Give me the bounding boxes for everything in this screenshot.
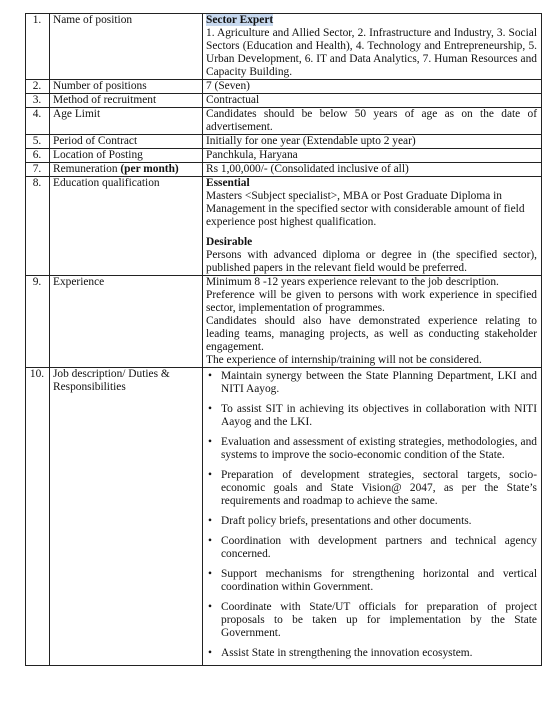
- field-value: Candidates should be below 50 years of age as on the date of advertisement.: [203, 108, 542, 135]
- field-label: Name of position: [50, 14, 203, 80]
- field-value: 7 (Seven): [203, 80, 542, 94]
- row-number: 7.: [26, 163, 50, 177]
- essential-heading: Essential: [206, 177, 250, 189]
- field-label: [50, 163, 203, 177]
- field-label: Education qualification: [50, 177, 203, 276]
- bullet-icon: •: [208, 469, 212, 481]
- table-row: [26, 80, 542, 94]
- list-item: • Maintain synergy between the State Planning Department, LKI and NITI Aayog.: [208, 370, 537, 395]
- experience-line: The experience of internship/training will not be considered.: [206, 354, 482, 366]
- field-label-bold: (per month): [120, 163, 179, 175]
- sector-list: 1. Agriculture and Allied Sector, 2. Infrastructure and Industry, 3. Social Sectors (Education and Health), 4. Technology and Entrepreneurship, 5. Urban Development, 6. IT and Data Analytics, 7. Human Resources and Capacity Building.: [206, 27, 537, 78]
- bullet-icon: •: [208, 515, 212, 527]
- row-number: 1.: [26, 14, 50, 80]
- experience-line: Candidates should also have demonstrated experience relating to leading teams, managing projects, as well as conducting stakeholder engagement.: [206, 315, 537, 353]
- table-row: [26, 368, 542, 666]
- field-value: Contractual: [203, 94, 542, 108]
- row-number: 8.: [26, 177, 50, 276]
- table-row: [26, 135, 542, 149]
- field-label: Number of positions: [50, 80, 203, 94]
- experience-line: Preference will be given to persons with work experience in specified sector, implementation of programmes.: [206, 289, 537, 314]
- list-item: • Support mechanisms for strengthening horizontal and vertical coordination within Government.: [208, 568, 537, 593]
- duties-list: [206, 370, 537, 660]
- bullet-icon: •: [208, 568, 212, 580]
- position-details-table: [25, 13, 542, 666]
- field-label: Job description/ Duties & Responsibilities: [50, 368, 203, 666]
- desirable-heading: Desirable: [206, 236, 253, 248]
- field-label: Age Limit: [50, 108, 203, 135]
- field-label: Location of Posting: [50, 149, 203, 163]
- table-row: [26, 108, 542, 135]
- bullet-icon: •: [208, 370, 212, 382]
- field-label-text: Remuneration: [53, 163, 121, 175]
- row-number: 6.: [26, 149, 50, 163]
- row-number: 2.: [26, 80, 50, 94]
- bullet-icon: •: [208, 535, 212, 547]
- row-number: 9.: [26, 276, 50, 368]
- row-number: 3.: [26, 94, 50, 108]
- bullet-icon: •: [208, 403, 212, 415]
- field-value: Panchkula, Haryana: [203, 149, 542, 163]
- bullet-icon: •: [208, 601, 212, 613]
- bullet-icon: •: [208, 436, 212, 448]
- row-number: 10.: [26, 368, 50, 666]
- table-row: [26, 14, 542, 80]
- field-value: Initially for one year (Extendable upto 2 year): [203, 135, 542, 149]
- experience-line: Minimum 8 -12 years experience relevant to the job description.: [206, 276, 499, 288]
- field-value: [203, 276, 542, 368]
- table-row: [26, 177, 542, 276]
- field-value: [203, 177, 542, 276]
- list-item: • Draft policy briefs, presentations and other documents.: [208, 515, 472, 527]
- bullet-icon: •: [208, 647, 212, 659]
- field-label: Experience: [50, 276, 203, 368]
- field-label: Method of recruitment: [50, 94, 203, 108]
- list-item: • Coordination with development partners and technical agency concerned.: [208, 535, 537, 560]
- field-value: Rs 1,00,000/- (Consolidated inclusive of all): [203, 163, 542, 177]
- essential-text: Masters <Subject specialist>, MBA or Post Graduate Diploma in Management in the specified sector with considerable amount of field experience post highest qualification.: [206, 190, 525, 228]
- desirable-text: Persons with advanced diploma or degree in (the specified sector), published papers in the relevant field would be preferred.: [206, 249, 537, 274]
- field-value: [203, 368, 542, 666]
- table-row: [26, 163, 542, 177]
- table-row: [26, 149, 542, 163]
- list-item: • Coordinate with State/UT officials for preparation of project proposals to be taken up for implementation by the State Government.: [208, 601, 537, 639]
- list-item: • Evaluation and assessment of existing strategies, methodologies, and systems to improve the socio-economic condition of the State.: [208, 436, 537, 461]
- list-item: • Preparation of development strategies, sectoral targets, socio-economic goals and State Vision@ 2047, as per the State’s requirements and roadmap to achieve the same.: [208, 469, 537, 507]
- field-label: Period of Contract: [50, 135, 203, 149]
- position-title: Sector Expert: [206, 14, 274, 26]
- table-row: [26, 94, 542, 108]
- list-item: • Assist State in strengthening the innovation ecosystem.: [208, 647, 473, 659]
- list-item: • To assist SIT in achieving its objectives in collaboration with NITI Aayog and the LKI.: [208, 403, 537, 428]
- row-number: 4.: [26, 108, 50, 135]
- field-value: [203, 14, 542, 80]
- row-number: 5.: [26, 135, 50, 149]
- table-row: [26, 276, 542, 368]
